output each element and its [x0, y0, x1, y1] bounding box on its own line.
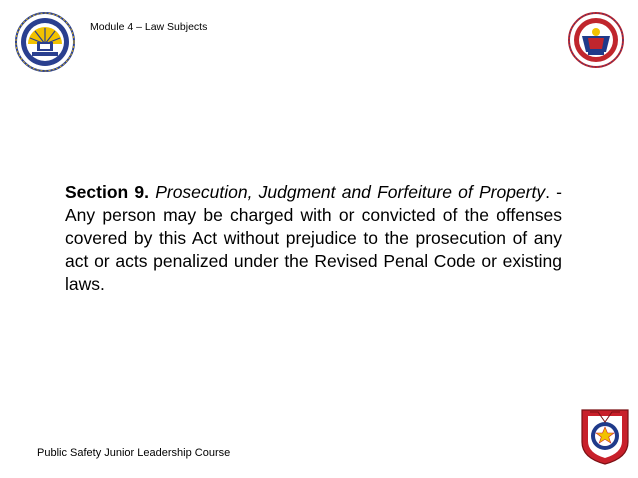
module-label: Module 4 – Law Subjects: [90, 21, 208, 33]
section-body-text: Any person may be charged with or convicted of the offenses covered by this Act without prejudice to the prosecution of any act or acts penalized under the Revised Penal Code or existing laws.: [65, 205, 562, 294]
pnp-badge-logo: [578, 408, 632, 466]
academy-seal-logo: [15, 12, 75, 72]
section-number: Section 9.: [65, 182, 149, 202]
title-suffix: . -: [545, 182, 562, 202]
pnp-training-seal-logo: [568, 12, 624, 68]
section-paragraph: [65, 181, 562, 296]
section-title: Prosecution, Judgment and Forfeiture of Property: [155, 182, 546, 202]
course-footer: Public Safety Junior Leadership Course: [37, 447, 231, 459]
